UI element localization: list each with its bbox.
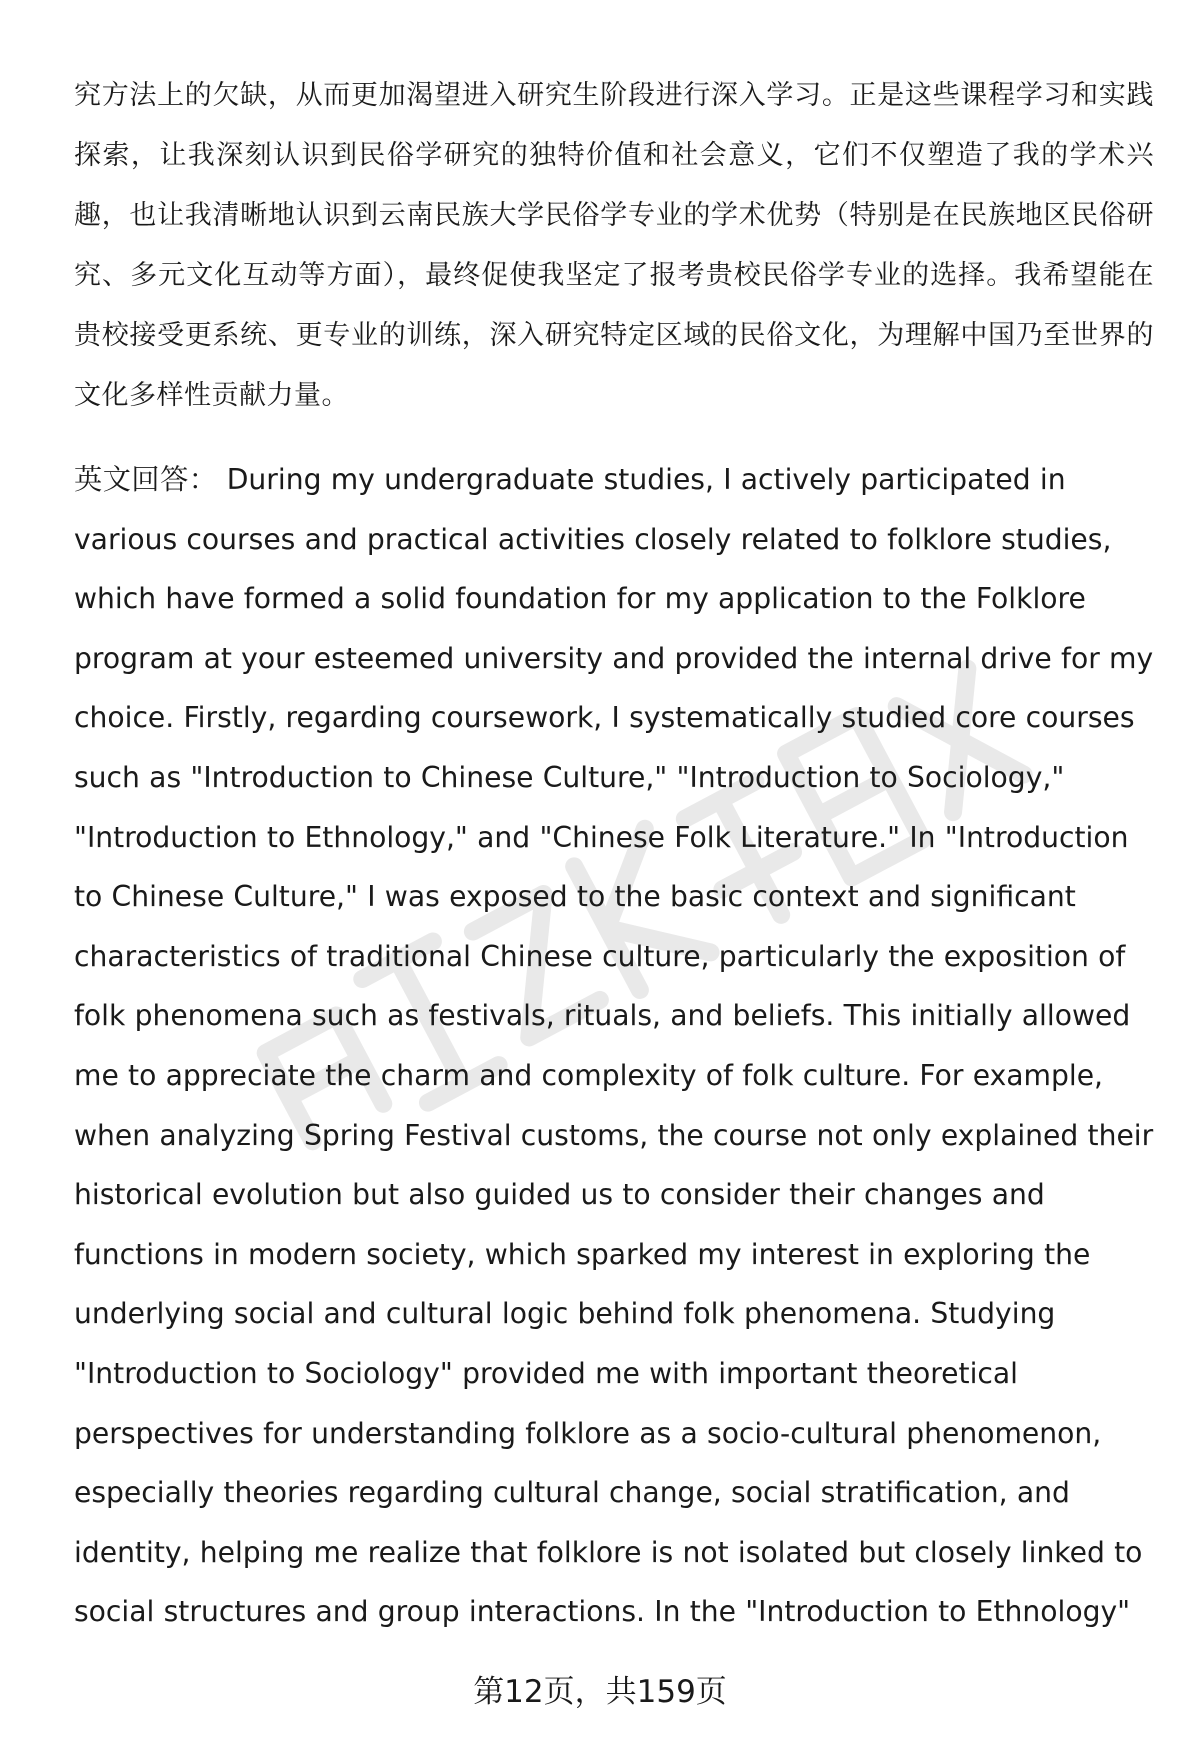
- english-answer-paragraph: [74, 450, 1154, 1642]
- english-answer-label: 英文回答：: [74, 463, 218, 496]
- chinese-paragraph: 究方法上的欠缺，从而更加渴望进入研究生阶段进行深入学习。正是这些课程学习和实践探索，让我深刻认识到民俗学研究的独特价值和社会意义，它们不仅塑造了我的学术兴趣，也让我清晰地认识到云南民族大学民俗学专业的学术优势（特别是在民族地区民俗研究、多元文化互动等方面），最终促使我坚定了报考贵校民俗学专业的选择。我希望能在贵校接受更系统、更专业的训练，深入研究特定区域的民俗文化，为理解中国乃至世界的文化多样性贡献力量。: [74, 80, 1154, 411]
- page-number-label: 第12页，共159页: [473, 1674, 727, 1710]
- main-content: [74, 66, 1154, 1642]
- page-footer: [0, 1672, 1200, 1712]
- english-answer-text: During my undergraduate studies, I actively participated in various courses and practical activities closely related to folklore studies, which have formed a solid foundation for my application to the Folklore program at your esteemed university and provided the internal drive for my choice. Firstly, regarding coursework, I systematically studied core courses such as "Introduction to Chinese Culture," "Introduction to Sociology," "Introduction to Ethnology," and "Chinese Folk Literature." In "Introduction to Chinese Culture," I was exposed to the basic context and significant characteristics of traditional Chinese culture, particularly the exposition of folk phenomena such as festivals, rituals, and beliefs. This initially allowed me to appreciate the charm and complexity of folk culture. For example, when analyzing Spring Festival customs, the course not only explained their historical evolution but also guided us to consider their changes and functions in modern society, which sparked my interest in exploring the underlying social and cultural logic behind folk phenomena. Studying "Introduction to Sociology" provided me with important theoretical perspectives for understanding folklore as a socio-cultural phenomenon, especially theories regarding cultural change, social stratification, and identity, helping me realize that folklore is not isolated but closely linked to social structures and group interactions. In the "Introduction to Ethnology": [74, 463, 1154, 1629]
- english-answer-spacer: [217, 463, 226, 496]
